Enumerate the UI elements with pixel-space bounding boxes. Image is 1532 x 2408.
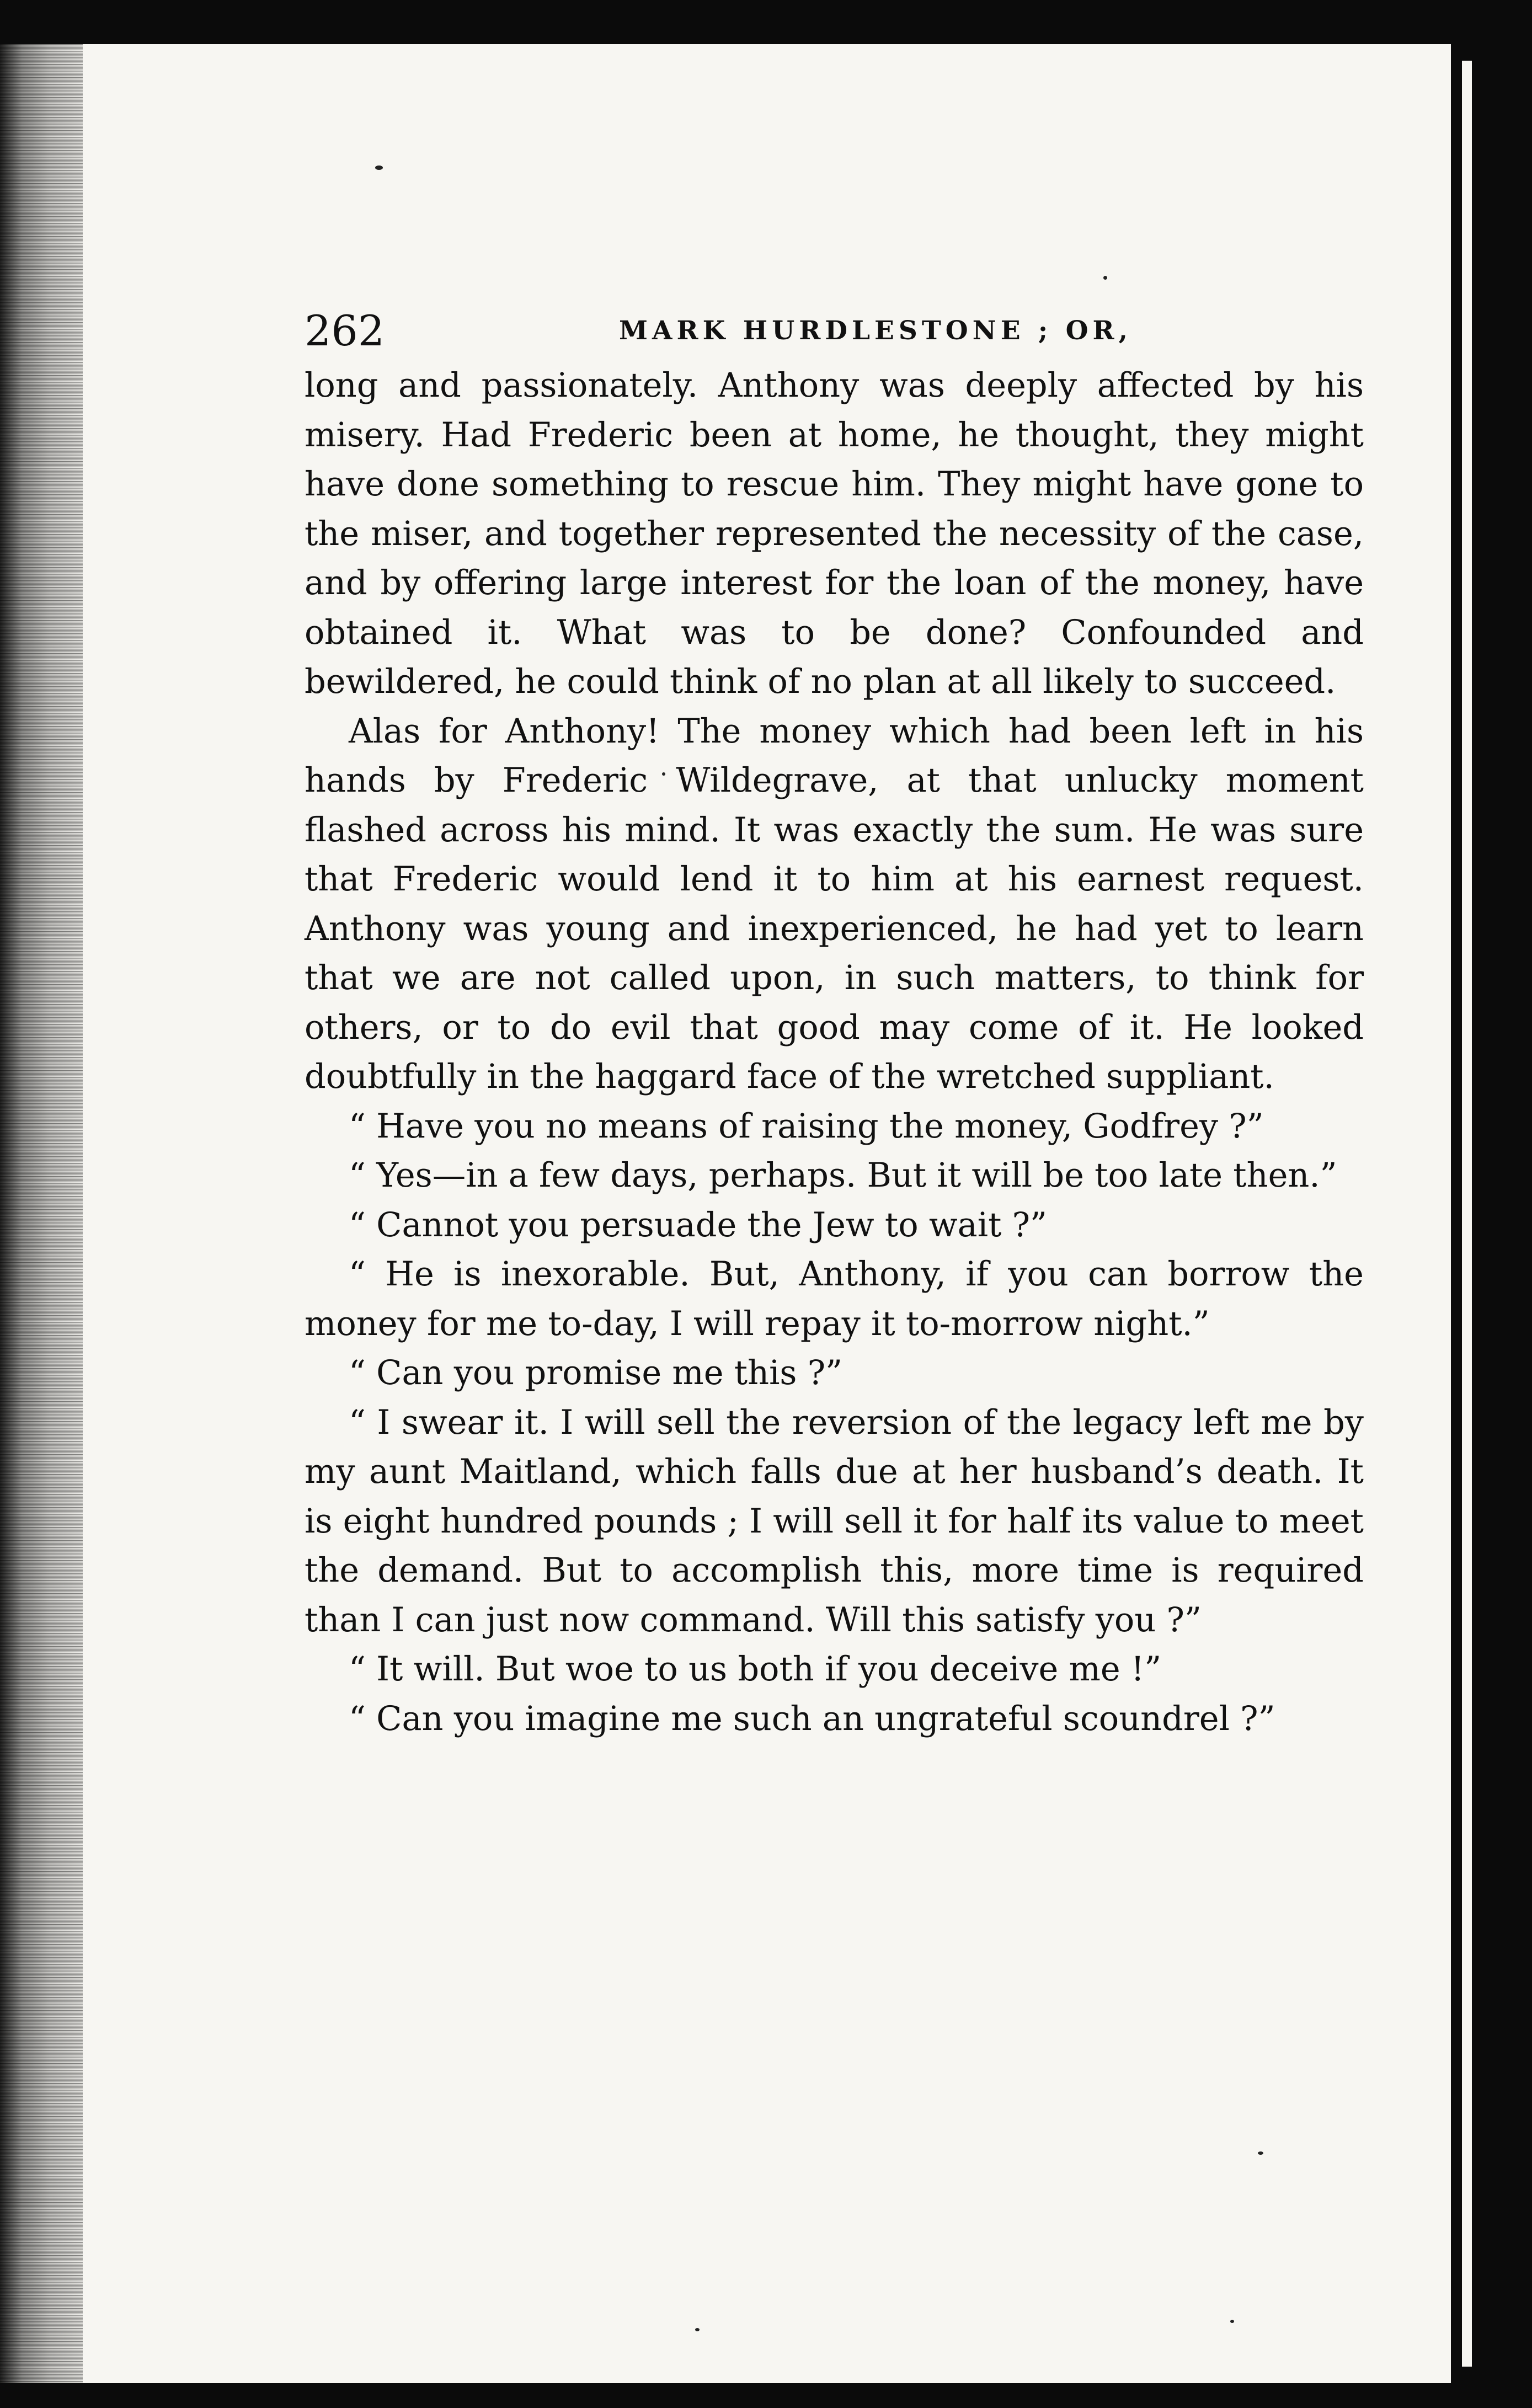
- dialogue-line: “ Cannot you persuade the Jew to wait ?”: [349, 1205, 1047, 1245]
- dialogue-line: “ Yes—in a few days, perhaps. But it will be too late then.”: [349, 1156, 1337, 1195]
- page-edge-strip: [1462, 61, 1472, 2367]
- paragraph: long and passionately. Anthony was deeply affected by his misery. Had Frederic been at home, he thought, they might have done something to rescue him. They might have gone to the miser, and together represented the necessity of the case, and by offering large interest for the loan of the money, have obtained it. What was to be done? Confounded and bewildered, he could think of no plan at all likely to succeed.: [305, 366, 1364, 701]
- page-text-block: [305, 301, 1364, 1744]
- speck: [375, 165, 383, 170]
- dialogue-line: “ Can you promise me this ?”: [349, 1354, 843, 1392]
- running-title: MARK HURDLESTONE ; OR,: [619, 316, 1132, 346]
- dialogue-line: “ Can you imagine me such an ungrateful scoundrel ?”: [349, 1699, 1275, 1738]
- body-text: [305, 361, 1364, 1744]
- speck: [1230, 2320, 1234, 2323]
- page-number: 262: [305, 306, 385, 355]
- dialogue-line: “ Have you no means of raising the money, Godfrey ?”: [349, 1107, 1264, 1146]
- speck: [695, 2328, 700, 2331]
- binding-edge-shadow: [0, 44, 83, 2383]
- page-header: [305, 301, 1364, 361]
- paragraph: Alas for Anthony! The money which had been left in his hands by Frederic Wildegrave, at that unlucky moment flashed across his mind. It was exactly the sum. He was sure that Frederic would lend it to him at his earnest request. Anthony was young and inexperienced, he had yet to learn that we are not called upon, in such matters, to think for others, or to do evil that good may come of it. He looked doubtfully in the haggard face of the wretched suppliant.: [305, 712, 1364, 1096]
- dialogue-line: “ He is inexorable. But, Anthony, if you can borrow the money for me to-day, I will repay it to-morrow night.”: [305, 1255, 1364, 1343]
- dialogue-line: “ I swear it. I will sell the reversion of the legacy left me by my aunt Maitland, which falls due at her husband’s death. It is eight hundred pounds ; I will sell it for half its value to meet the demand. But to accomplish this, more time is required than I can just now command. Will this satisfy you ?”: [305, 1403, 1364, 1640]
- speck: [1258, 2151, 1263, 2155]
- dialogue-line: “ It will. But woe to us both if you deceive me !”: [349, 1650, 1162, 1689]
- speck: [1103, 276, 1107, 280]
